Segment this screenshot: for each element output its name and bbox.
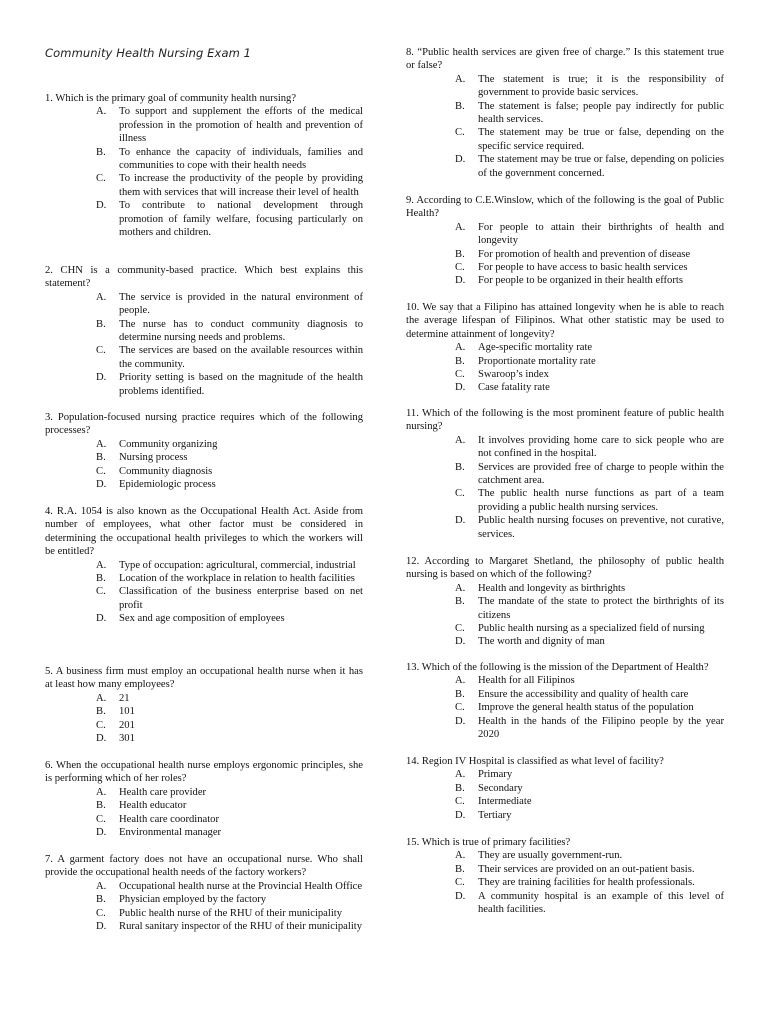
option-text: 21 <box>119 692 130 704</box>
option-letter: B. <box>96 706 106 718</box>
option-text: The worth and dignity of man <box>478 636 605 648</box>
option-letter: C. <box>455 369 465 381</box>
option-text: The statement may be true or false, depending on policies of the government concerned. <box>478 154 724 179</box>
question-stem: 13. Which of the following is the mission of the Department of Health? <box>406 662 709 673</box>
option-item <box>455 595 724 622</box>
option-letter: B. <box>455 248 465 260</box>
option-letter: A. <box>455 850 466 862</box>
option-letter: B. <box>455 100 465 112</box>
option-item <box>455 849 724 862</box>
option-text: Public health nursing focuses on preventive, not curative, services. <box>478 515 724 540</box>
option-letter: B. <box>96 800 106 812</box>
option-item <box>96 105 363 145</box>
option-text: To increase the productivity of the people by providing them with services that will increase their level of health <box>119 173 363 198</box>
option-text: The service is provided in the natural environment of people. <box>119 291 363 317</box>
option-text: Case fatality rate <box>478 382 550 394</box>
question-stem: 1. Which is the primary goal of community health nursing? <box>45 93 297 104</box>
option-item <box>96 371 363 398</box>
option-letter: D. <box>96 921 107 933</box>
option-letter: B. <box>96 894 106 906</box>
question-stem: 7. A garment factory does not have an occupational nurse. Who shall provide the occupational health needs of the factory workers? <box>45 854 363 879</box>
question-stem: 10. We say that a Filipino has attained longevity when he is able to reach the average lifespan of Filipinos. What other statistic may be used to determine attainment of longevity? <box>406 302 724 340</box>
option-item <box>96 813 363 826</box>
option-text: Services are provided free of charge to people within the catchment area. <box>478 461 724 487</box>
option-text: Age-specific mortality rate <box>478 342 593 354</box>
option-letter: D. <box>455 809 466 821</box>
option-letter: A. <box>96 559 107 571</box>
option-item <box>455 274 724 287</box>
question-stem: 2. CHN is a community-based practice. Which best explains this statement? <box>45 265 363 290</box>
option-item <box>455 582 724 595</box>
option-text: It involves providing home care to sick people who are not confined in the hospital. <box>478 434 724 460</box>
question-5 <box>45 665 363 745</box>
option-text: The statement is true; it is the responsibility of government to provide basic services. <box>478 73 724 99</box>
option-letter: B. <box>96 573 106 585</box>
option-letter: B. <box>96 146 106 158</box>
option-letter: D. <box>96 733 107 745</box>
question-stem: 4. R.A. 1054 is also known as the Occupational Health Act. Aside from number of employees, what other factor must be considered in determining the occupational health privileges to which the workers will be entitled? <box>45 506 363 558</box>
option-item <box>455 368 724 381</box>
question-12 <box>406 555 724 649</box>
option-letter: C. <box>96 907 106 919</box>
option-letter: B. <box>455 596 465 608</box>
question-6 <box>45 759 363 839</box>
option-text: Health and longevity as birthrights <box>478 582 626 594</box>
option-text: To contribute to national development through promotion of family welfare, focusing particularly on mothers and children. <box>119 200 363 239</box>
option-letter: B. <box>96 318 106 330</box>
option-text: Classification of the business enterprise based on net profit <box>119 586 363 611</box>
question-1 <box>45 92 363 239</box>
option-letter: A. <box>96 106 107 118</box>
option-letter: A. <box>96 786 107 798</box>
option-letter: C. <box>455 488 465 500</box>
option-text: Physician employed by the factory <box>119 894 267 906</box>
option-list <box>45 559 363 626</box>
option-letter: A. <box>96 291 107 303</box>
question-stem: 15. Which is true of primary facilities? <box>406 837 571 848</box>
option-text: Proportionate mortality rate <box>478 355 596 367</box>
option-text: Sex and age composition of employees <box>119 613 285 625</box>
option-item <box>96 291 363 318</box>
option-text: The services are based on the available resources within the community. <box>119 345 363 370</box>
question-2 <box>45 264 363 398</box>
option-text: The mandate of the state to protect the birthrights of its citizens <box>478 596 724 621</box>
option-item <box>96 465 363 478</box>
option-text: They are usually government-run. <box>478 850 623 862</box>
option-text: Public health nursing as a specialized field of nursing <box>478 623 705 635</box>
option-item <box>96 692 363 705</box>
option-item <box>96 799 363 812</box>
option-letter: B. <box>455 461 465 473</box>
option-letter: A. <box>455 582 466 594</box>
option-item <box>455 635 724 648</box>
option-list <box>45 692 363 746</box>
option-list <box>406 849 724 916</box>
question-stem: 8. “Public health services are given free of charge.” Is this statement true or false? <box>406 47 724 72</box>
option-text: Priority setting is based on the magnitude of the health problems identified. <box>119 372 363 397</box>
option-letter: D. <box>96 479 107 491</box>
option-list <box>406 434 724 541</box>
option-text: Nursing process <box>119 452 188 464</box>
option-letter: B. <box>96 452 106 464</box>
option-text: Community organizing <box>119 438 218 450</box>
option-letter: A. <box>455 434 466 446</box>
option-item <box>455 248 724 261</box>
question-stem: 3. Population-focused nursing practice requires which of the following processes? <box>45 412 363 437</box>
option-item <box>455 381 724 394</box>
option-item <box>455 782 724 795</box>
option-letter: C. <box>96 465 106 477</box>
option-item <box>455 795 724 808</box>
option-text: For people to have access to basic health services <box>478 262 688 274</box>
option-item <box>96 705 363 718</box>
option-item <box>455 863 724 876</box>
option-item <box>96 732 363 745</box>
option-text: The public health nurse functions as part of a team providing a public health nursing services. <box>478 488 724 513</box>
option-item <box>455 126 724 153</box>
option-item <box>455 688 724 701</box>
option-letter: A. <box>455 73 466 85</box>
option-item <box>455 622 724 635</box>
option-text: Swaroop’s index <box>478 369 549 381</box>
option-item <box>96 438 363 451</box>
option-item <box>96 920 363 933</box>
option-letter: D. <box>455 890 466 902</box>
option-letter: C. <box>455 127 465 139</box>
option-letter: D. <box>96 613 107 625</box>
option-letter: D. <box>455 636 466 648</box>
option-item <box>455 100 724 127</box>
option-text: A community hospital is an example of this level of health facilities. <box>478 890 724 916</box>
option-text: Their services are provided on an out-patient basis. <box>478 863 695 875</box>
option-text: 101 <box>119 706 135 718</box>
option-item <box>96 478 363 491</box>
option-item <box>455 221 724 248</box>
option-letter: C. <box>455 796 465 808</box>
question-11 <box>406 407 724 541</box>
option-text: Community diagnosis <box>119 465 213 477</box>
question-10 <box>406 301 724 395</box>
option-item <box>96 893 363 906</box>
option-letter: C. <box>96 173 106 185</box>
option-item <box>96 907 363 920</box>
option-item <box>455 674 724 687</box>
option-text: To enhance the capacity of individuals, families and communities to cope with their health needs <box>119 146 363 172</box>
option-letter: C. <box>455 262 465 274</box>
option-text: They are training facilities for health professionals. <box>478 877 695 889</box>
option-text: Health care provider <box>119 786 207 798</box>
question-3 <box>45 411 363 491</box>
option-item <box>455 461 724 488</box>
option-list <box>406 221 724 288</box>
question-9 <box>406 194 724 288</box>
option-list <box>406 582 724 649</box>
option-item <box>455 261 724 274</box>
option-item <box>455 487 724 514</box>
option-list <box>45 105 363 239</box>
option-item <box>96 451 363 464</box>
option-item <box>96 199 363 239</box>
option-text: The statement is false; people pay indirectly for public health services. <box>478 100 724 126</box>
option-letter: A. <box>455 675 466 687</box>
option-letter: C. <box>455 623 465 635</box>
option-text: Primary <box>478 769 513 781</box>
option-item <box>96 880 363 893</box>
option-item <box>96 786 363 799</box>
question-stem: 12. According to Margaret Shetland, the philosophy of public health nursing is based on which of the following? <box>406 556 724 581</box>
option-list <box>406 73 724 180</box>
option-text: Rural sanitary inspector of the RHU of their municipality <box>119 921 363 933</box>
option-letter: C. <box>96 586 106 598</box>
option-text: Health educator <box>119 800 187 812</box>
option-item <box>455 434 724 461</box>
option-item <box>455 355 724 368</box>
option-text: Public health nurse of the RHU of their municipality <box>119 907 343 919</box>
option-letter: D. <box>96 372 107 384</box>
option-text: Health for all Filipinos <box>478 675 575 687</box>
option-list <box>406 341 724 395</box>
option-text: For people to be organized in their health efforts <box>478 275 683 287</box>
option-letter: D. <box>455 154 466 166</box>
option-list <box>406 674 724 741</box>
option-item <box>96 318 363 345</box>
option-letter: B. <box>455 688 465 700</box>
option-list <box>45 880 363 934</box>
question-14 <box>406 755 724 822</box>
option-item <box>455 876 724 889</box>
option-item <box>455 701 724 714</box>
option-text: Ensure the accessibility and quality of health care <box>478 688 689 700</box>
option-letter: B. <box>455 355 465 367</box>
option-letter: B. <box>455 863 465 875</box>
option-item <box>455 890 724 917</box>
question-7 <box>45 853 363 933</box>
option-text: For people to attain their birthrights of health and longevity <box>478 221 724 247</box>
option-text: Tertiary <box>478 809 512 821</box>
option-list <box>45 438 363 492</box>
option-letter: D. <box>455 382 466 394</box>
question-4 <box>45 505 363 626</box>
option-item <box>96 719 363 732</box>
option-item <box>455 768 724 781</box>
option-letter: C. <box>96 345 106 357</box>
option-text: Environmental manager <box>119 827 222 839</box>
option-text: Epidemiologic process <box>119 479 216 491</box>
option-item <box>96 344 363 371</box>
option-letter: B. <box>455 782 465 794</box>
option-letter: C. <box>455 877 465 889</box>
option-letter: D. <box>96 827 107 839</box>
question-stem: 9. According to C.E.Winslow, which of the following is the goal of Public Health? <box>406 195 724 220</box>
option-letter: A. <box>455 342 466 354</box>
option-item <box>96 826 363 839</box>
option-item <box>96 146 363 173</box>
question-stem: 11. Which of the following is the most prominent feature of public health nursing? <box>406 408 724 433</box>
option-list <box>45 786 363 840</box>
question-stem: 14. Region IV Hospital is classified as what level of facility? <box>406 756 664 767</box>
question-15 <box>406 836 724 916</box>
question-stem: 5. A business firm must employ an occupational health nurse when it has at least how many employees? <box>45 666 363 691</box>
option-letter: D. <box>96 200 107 212</box>
option-letter: A. <box>455 769 466 781</box>
option-text: Location of the workplace in relation to health facilities <box>119 573 355 585</box>
option-item <box>455 809 724 822</box>
question-stem: 6. When the occupational health nurse employs ergonomic principles, she is performing which of her roles? <box>45 760 363 785</box>
option-item <box>455 715 724 742</box>
option-letter: A. <box>96 880 107 892</box>
option-item <box>455 153 724 180</box>
option-item <box>96 559 363 572</box>
option-letter: D. <box>455 515 466 527</box>
option-letter: C. <box>96 813 106 825</box>
option-text: To support and supplement the efforts of the medical profession in the promotion of health and prevention of illness <box>119 106 363 145</box>
option-text: Secondary <box>478 782 523 794</box>
option-letter: C. <box>96 719 106 731</box>
option-text: Health care coordinator <box>119 813 219 825</box>
option-list <box>45 291 363 398</box>
exam-title: Community Health Nursing Exam 1 <box>45 46 252 60</box>
option-text: Occupational health nurse at the Provincial Health Office <box>119 880 363 892</box>
option-item <box>455 341 724 354</box>
option-text: Type of occupation: agricultural, commercial, industrial <box>119 559 356 571</box>
option-letter: D. <box>455 715 466 727</box>
option-letter: D. <box>455 275 466 287</box>
option-item <box>96 612 363 625</box>
option-item <box>455 514 724 541</box>
option-text: Intermediate <box>478 796 532 808</box>
option-item <box>96 572 363 585</box>
option-text: Improve the general health status of the population <box>478 702 694 714</box>
option-text: 201 <box>119 719 135 731</box>
option-letter: A. <box>96 692 107 704</box>
option-item <box>455 73 724 100</box>
option-item <box>96 172 363 199</box>
option-letter: A. <box>455 221 466 233</box>
question-13 <box>406 661 724 741</box>
option-list <box>406 768 724 822</box>
option-text: The statement may be true or false, depending on the specific service required. <box>478 127 724 152</box>
question-8 <box>406 46 724 180</box>
option-letter: C. <box>455 702 465 714</box>
option-text: For promotion of health and prevention of disease <box>478 248 691 260</box>
option-item <box>96 585 363 612</box>
option-text: Health in the hands of the Filipino people by the year 2020 <box>478 715 724 741</box>
option-letter: A. <box>96 438 107 450</box>
option-text: The nurse has to conduct community diagnosis to determine nursing needs and problems. <box>119 318 363 344</box>
option-text: 301 <box>119 733 135 745</box>
